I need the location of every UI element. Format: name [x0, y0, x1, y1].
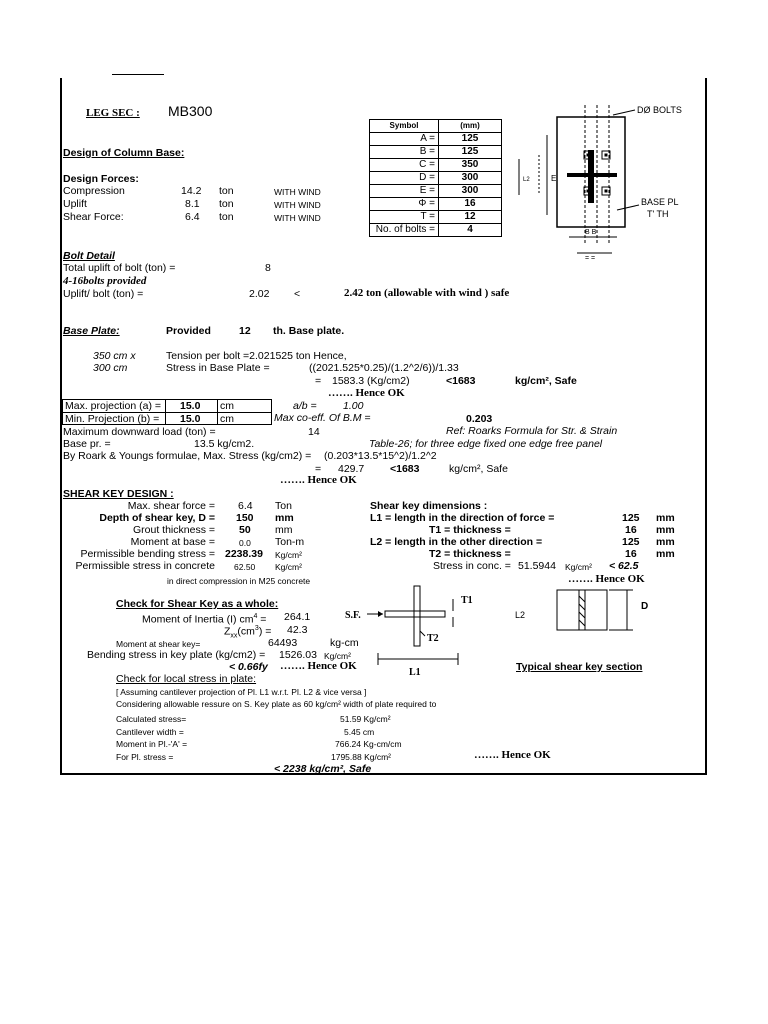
conc-stress-label: Stress in conc. = [433, 560, 511, 572]
shear-title: SHEAR KEY DESIGN : [63, 488, 174, 500]
shear-row-unit: Kg/cm² [275, 562, 302, 572]
total-uplift-label: Total uplift of bolt (ton) = [63, 262, 176, 274]
local-title: Check for local stress in plate: [116, 673, 257, 685]
base-plate-title: Base Plate: [63, 325, 120, 337]
hence-ok: ……. Hence OK [474, 749, 551, 761]
shear-dim-label: L2 = length in the other direction = [370, 536, 543, 548]
bending-stress-value: 1526.03 [279, 649, 317, 661]
header-underline [112, 74, 164, 75]
shear-row-label: Depth of shear key, D = [99, 512, 215, 524]
base-plate-provided: Provided [166, 325, 211, 337]
shear-force-arrowhead [378, 611, 383, 617]
bending-limit: < 0.66fy [229, 661, 268, 673]
stress-value: 1583.3 (Kg/cm2) [332, 375, 410, 387]
bending-stress-unit: Kg/cm² [324, 651, 351, 661]
t2-label: T2 [427, 633, 439, 644]
symbol-label: E = [370, 185, 439, 198]
shear-dim-label: L1 = length in the direction of force = [370, 512, 555, 524]
tension-per-bolt: Tension per bolt =2.021525 ton Hence, [166, 350, 347, 362]
inertia-label: Moment of Inertia (I) $cm^4$ = [142, 613, 267, 626]
reference-table: Table-26; for three edge fixed one edge free panel [369, 438, 603, 450]
bending-stress-label: Bending stress in key plate (kg/cm2) = [87, 649, 266, 661]
e-dim-label: E [551, 174, 557, 183]
roark-stress-label: By Roark & Youngs formulae, Max. Stress (kg/cm2) = [63, 450, 312, 462]
plate-dim-2: 300 cm [93, 362, 128, 374]
b-dim-label: B B [585, 229, 597, 236]
less-than-sign: < [294, 288, 301, 300]
symbol-value: 16 [439, 198, 502, 211]
uplift-per-bolt-label: Uplift/ bolt (ton) = [63, 288, 144, 300]
moment-label: Moment at shear key= [116, 639, 201, 649]
uplift-per-bolt-value: 2.02 [249, 288, 270, 300]
design-title: Design of Column Base: [63, 147, 185, 159]
equals-sign: = [315, 463, 322, 475]
allowable-uplift: 2.42 ton (allowable with wind ) safe [344, 287, 510, 299]
section-modulus-value: 42.3 [287, 624, 308, 636]
reference-roark: Ref: Roarks Formula for Str. & Strain [446, 425, 618, 437]
shear-row-unit: mm [275, 524, 293, 536]
shear-dim-label: T1 = thickness = [429, 524, 511, 536]
moment-value: 64493 [268, 637, 298, 649]
local-row-label: Moment in Pl.-'A' = [116, 739, 188, 749]
symbol-label: B = [370, 146, 439, 159]
shear-key-section-diagram [557, 586, 667, 646]
hence-ok: ……. Hence OK [568, 573, 645, 585]
conc-stress-limit: < 62.5 [609, 560, 639, 572]
shear-key-cross-diagram [345, 581, 526, 681]
symbol-value: 12 [439, 211, 502, 224]
shear-row-value: 6.4 [238, 500, 253, 512]
force-name: Compression [63, 185, 125, 197]
hence-ok: ……. Hence OK [280, 474, 357, 486]
sf-label: S.F. [345, 610, 361, 621]
shear-row-label: Permissible stress in concrete [75, 560, 215, 572]
unit-col-header: (mm) [439, 120, 502, 133]
l1-label: L1 [409, 667, 421, 678]
shear-row-value: 62.50 [234, 562, 256, 572]
stress-safe: kg/cm², Safe [515, 375, 577, 387]
leg-sec-label: LEG SEC : [86, 107, 140, 119]
roark-formula: (0.203*13.5*15^2)/1.2^2 [324, 450, 437, 462]
shear-dim-value: 125 [622, 512, 640, 524]
force-value: 6.4 [185, 211, 200, 223]
symbol-label: D = [370, 172, 439, 185]
shear-row-label: Grout thickness = [133, 524, 215, 536]
local-row-label: Cantilever width = [116, 727, 184, 737]
ab-value: 1.00 [343, 400, 364, 412]
l2-label: L2 [515, 610, 526, 620]
hence-ok: ……. Hence OK [280, 660, 357, 672]
shear-row-value: 2238.39 [225, 548, 263, 560]
shear-row-unit: Ton-m [275, 536, 305, 548]
symbol-value: 125 [439, 146, 502, 159]
symbol-label: C = [370, 159, 439, 172]
symbol-label: T = [370, 211, 439, 224]
local-row-value: 1795.88 Kg/cm² [331, 752, 392, 762]
local-row-label: Calculated stress= [116, 714, 187, 724]
downward-load-value: 14 [308, 426, 320, 438]
shear-dim-unit: mm [656, 512, 675, 524]
base-plate-diagram [517, 105, 687, 260]
shear-dim-unit: mm [656, 524, 675, 536]
local-row-value: 5.45 cm [344, 727, 375, 737]
roark-value: 429.7 [338, 463, 365, 475]
max-projection-label: Max. projection (a) = [65, 400, 161, 412]
stress-limit: <1683 [446, 375, 476, 387]
bolt-title: Bolt Detail [63, 250, 115, 262]
total-uplift-value: 8 [265, 262, 271, 274]
shear-row-value: 50 [239, 524, 251, 536]
force-name: Shear Force: [63, 211, 124, 223]
local-note-1: [ Assuming cantilever projection of Pl. L1 w.r.t. Pl. L2 & vice versa ] [116, 687, 367, 697]
shear-row-label: Max. shear force = [127, 500, 215, 512]
symbol-col-header: Symbol [370, 120, 439, 133]
coeff-label: Max co-eff. Of B.M = [274, 412, 371, 424]
shear-row-unit: Kg/cm² [275, 550, 302, 560]
shear-dim-value: 16 [625, 524, 637, 536]
moment-unit: kg-cm [330, 637, 359, 649]
inertia-value: 264.1 [284, 611, 311, 623]
force-unit: ton [219, 198, 234, 210]
bolts-provided: 4-16bolts provided [63, 275, 147, 287]
symbol-value: 300 [439, 185, 502, 198]
max-projection-value: 15.0 [180, 400, 201, 412]
shear-row-value: 0.0 [239, 538, 251, 548]
symbol-value: 125 [439, 133, 502, 146]
typical-section-caption: Typical shear key section [516, 661, 643, 673]
whole-title: Check for Shear Key as a whole: [116, 598, 279, 610]
calculation-sheet [60, 78, 707, 775]
force-value: 14.2 [181, 185, 202, 197]
eq-dim-label: = = [585, 255, 596, 262]
base-pressure-label: Base pr. = [63, 438, 111, 450]
final-safe: < 2238 kg/cm², Safe [274, 763, 372, 775]
base-plate-label: BASE PL [641, 197, 679, 207]
symbol-label: A = [370, 133, 439, 146]
force-note: WITH WIND [274, 187, 321, 197]
force-unit: ton [219, 211, 234, 223]
t1-label: T1 [461, 595, 473, 606]
thickness-label: T' TH [647, 209, 669, 219]
forces-title: Design Forces: [63, 173, 139, 185]
concrete-note: in direct compression in M25 concrete [167, 576, 311, 586]
force-value: 8.1 [185, 198, 200, 210]
local-note-2: Considering allowable ressure on S. Key plate as 60 kg/cm² width of plate required to [116, 699, 437, 709]
base-pressure-value: 13.5 kg/cm2. [194, 438, 255, 450]
force-unit: ton [219, 185, 234, 197]
downward-load-label: Maximum downward load (ton) = [63, 426, 216, 438]
force-name: Uplift [63, 198, 87, 210]
local-row-value: 51.59 Kg/cm² [340, 714, 391, 724]
min-projection-value: 15.0 [180, 413, 201, 425]
shear-row-value: 150 [236, 512, 254, 524]
roark-safe: kg/cm², Safe [449, 463, 508, 475]
shear-dim-value: 16 [625, 548, 637, 560]
base-plate-thickness-text: th. Base plate. [273, 325, 345, 337]
ab-label: a/b = [293, 400, 317, 412]
force-note: WITH WIND [274, 213, 321, 223]
local-row-value: 766.24 Kg-cm/cm [335, 739, 402, 749]
leg-sec-value: MB300 [168, 103, 213, 119]
shear-dim-unit: mm [656, 536, 675, 548]
local-row-label: For Pl. stress = [116, 752, 174, 762]
shear-row-label: Moment at base = [130, 536, 215, 548]
symbol-table [369, 119, 502, 237]
shear-dim-label: T2 = thickness = [429, 548, 511, 560]
bolt-count-value: 4 [439, 224, 502, 237]
symbol-value: 350 [439, 159, 502, 172]
shear-row-unit: Ton [275, 500, 292, 512]
shear-dim-unit: mm [656, 548, 675, 560]
bolts-label: DØ BOLTS [637, 105, 682, 115]
d-label: D [641, 601, 649, 612]
stress-label: Stress in Base Plate = [166, 362, 270, 374]
plate-dim-1: 350 cm x [93, 350, 136, 362]
conc-stress-unit: Kg/cm² [565, 562, 592, 572]
equals-sign: = [315, 375, 322, 387]
coeff-value: 0.203 [466, 413, 493, 425]
stress-formula: ((2021.525*0.25)/(1.2^2/6))/1.33 [309, 362, 459, 374]
l2-dim-label: L2 [523, 177, 530, 183]
min-projection-label: Min. Projection (b) = [65, 413, 160, 425]
max-projection-unit: cm [220, 400, 234, 412]
force-note: WITH WIND [274, 200, 321, 210]
shear-row-unit: mm [275, 512, 294, 524]
bolt-count-label: No. of bolts = [370, 224, 439, 237]
shear-row-label: Permissible bending stress = [80, 548, 215, 560]
hence-ok: ……. Hence OK [328, 387, 405, 399]
roark-limit: <1683 [390, 463, 420, 475]
min-projection-unit: cm [220, 413, 234, 425]
base-plate-thickness: 12 [239, 325, 251, 337]
symbol-value: 300 [439, 172, 502, 185]
symbol-label: Φ = [370, 198, 439, 211]
shear-dims-title: Shear key dimensions : [370, 500, 488, 512]
shear-dim-value: 125 [622, 536, 640, 548]
section-modulus-label: $Z_{xx}(cm^3)$ = [224, 625, 272, 640]
conc-stress-value: 51.5944 [518, 560, 556, 572]
